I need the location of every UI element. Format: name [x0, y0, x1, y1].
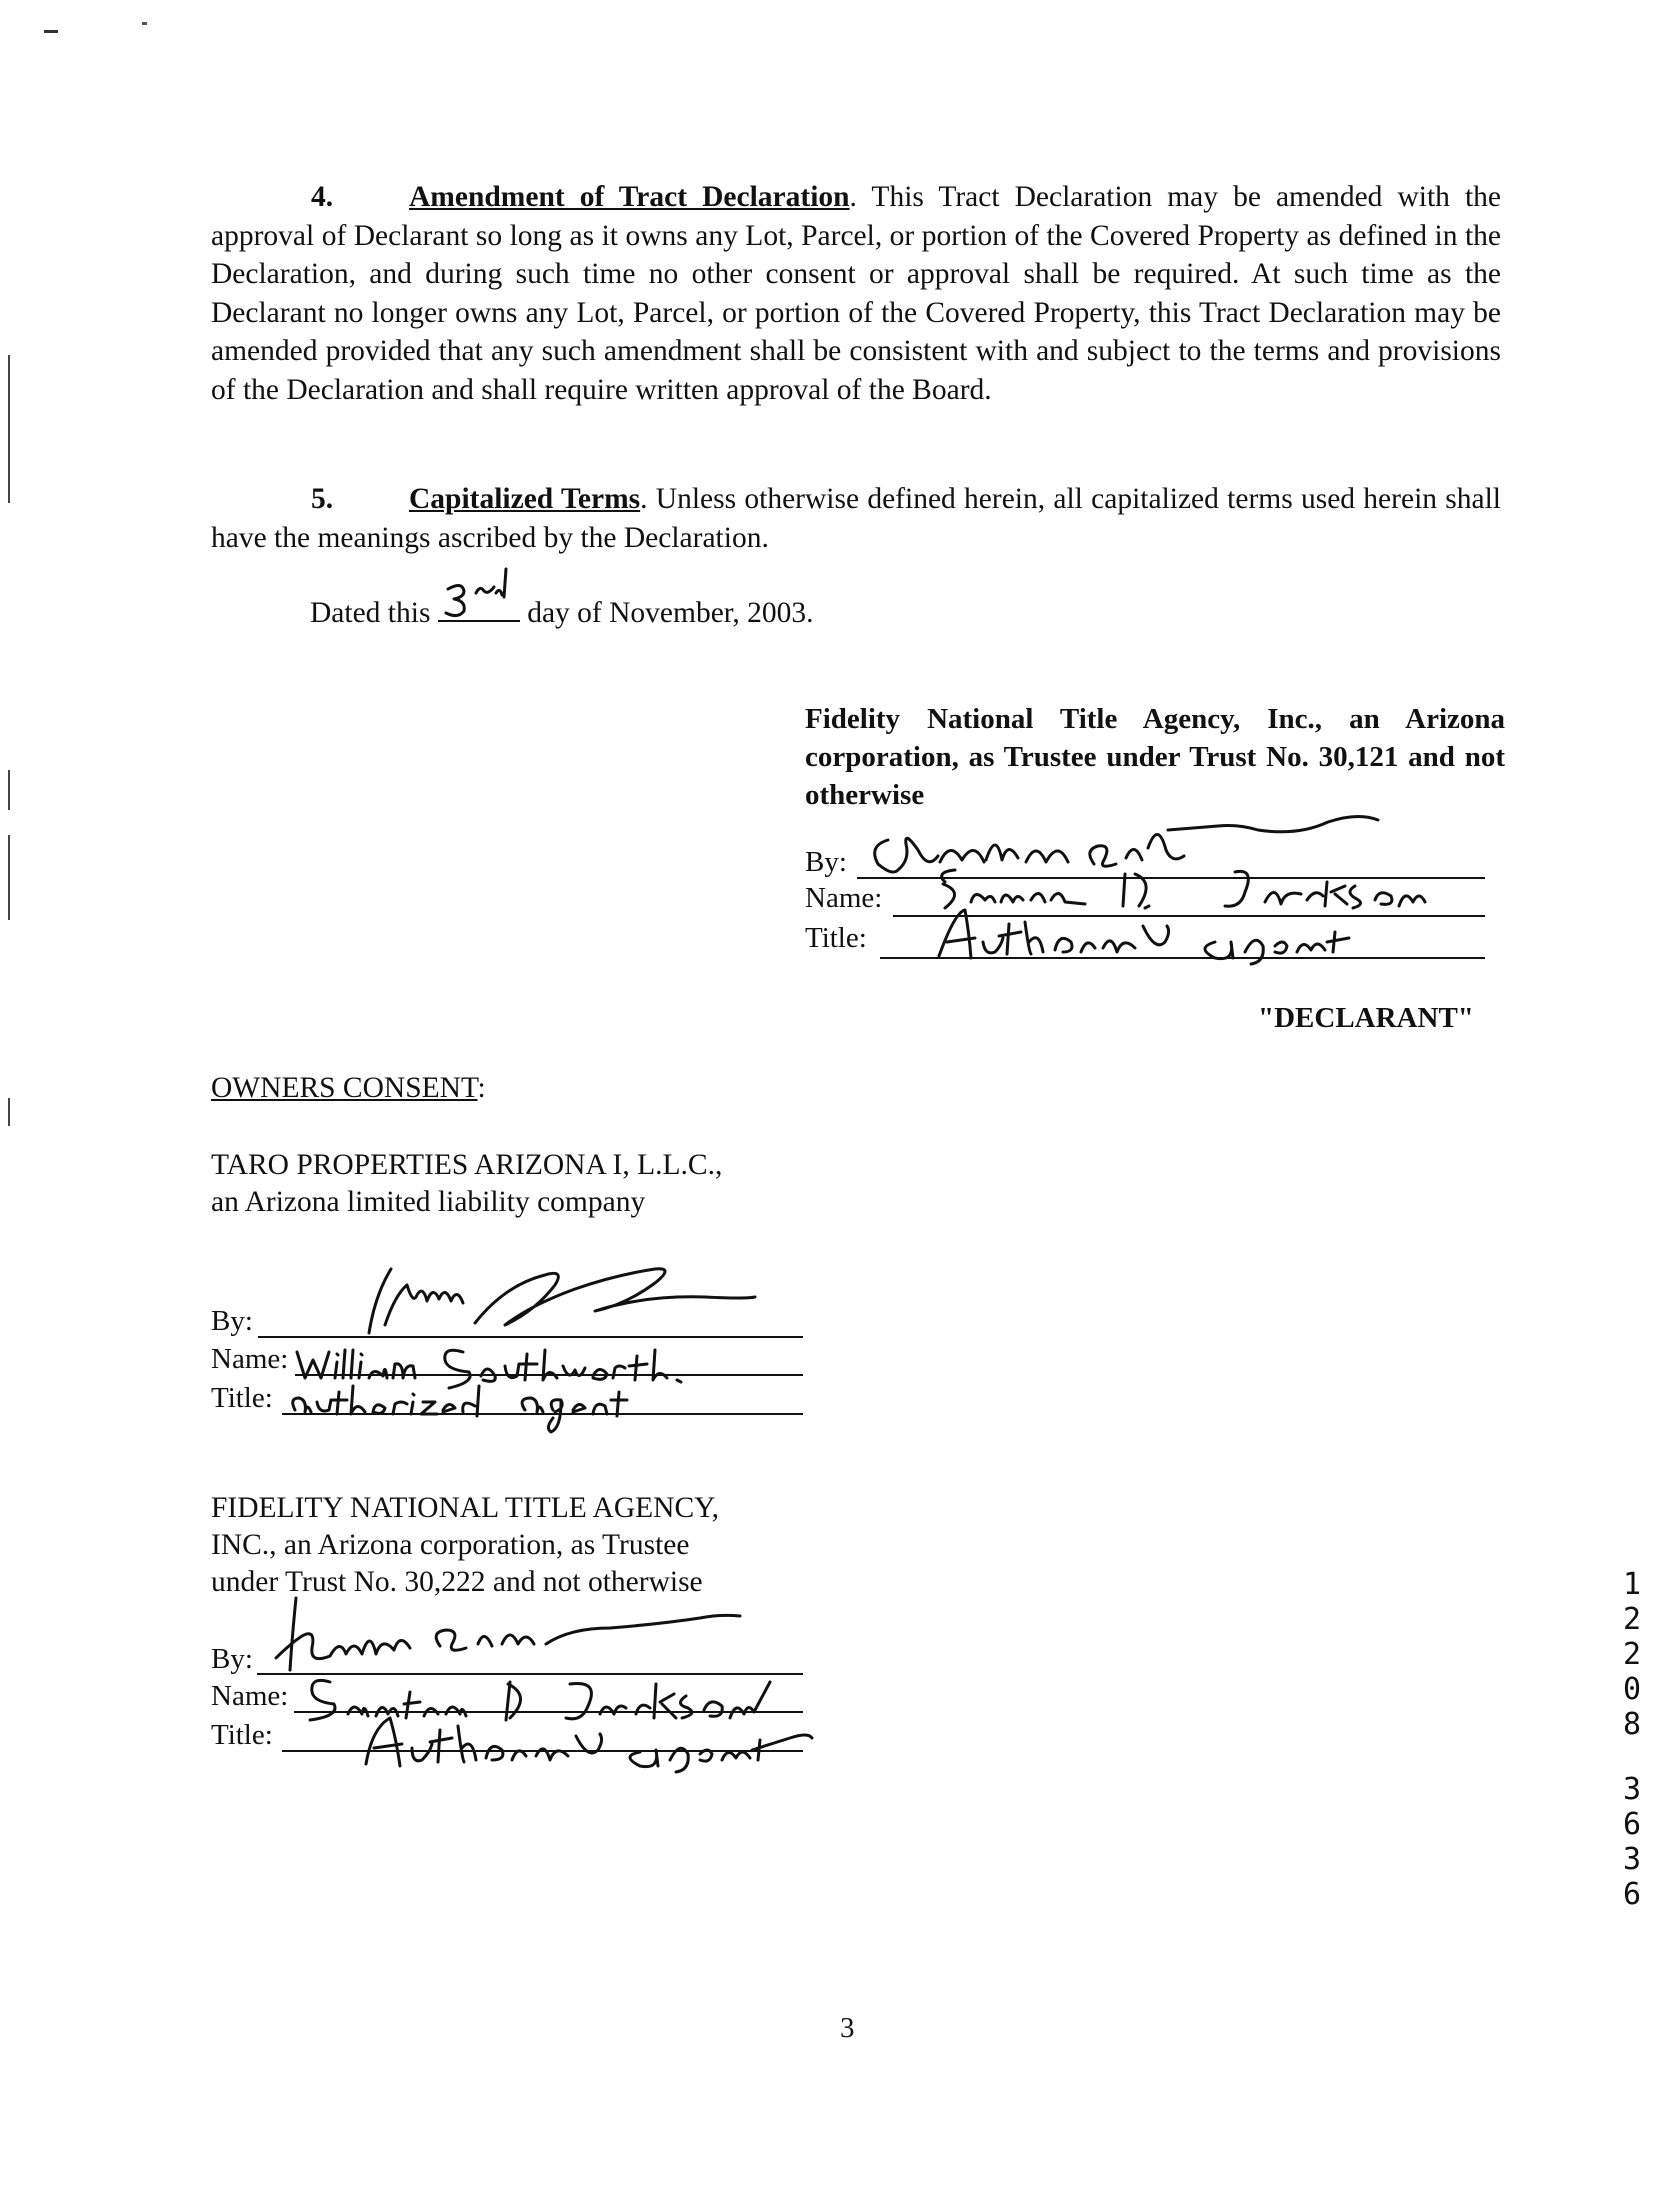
dated-line	[310, 592, 814, 630]
margin-mark	[8, 835, 10, 920]
fidelity2-title-handwriting	[350, 1708, 820, 1778]
fidelity2-name-label: Name:	[211, 1680, 289, 1712]
fidelity2-line-3: under Trust No. 30,222 and not otherwise	[211, 1566, 703, 1598]
fidelity2-signature	[270, 1588, 770, 1678]
taro-signature	[355, 1255, 775, 1345]
declarant-by-label: By:	[805, 846, 847, 878]
margin-mark	[8, 1098, 10, 1126]
declarant-name-label: Name:	[805, 882, 883, 914]
recording-stamp-digits	[1617, 1567, 1647, 1912]
handwritten-day	[440, 565, 530, 625]
owners-consent-colon: :	[477, 1072, 486, 1104]
taro-name-label: Name:	[211, 1343, 289, 1375]
owners-consent-text: OWNERS CONSENT	[211, 1072, 478, 1104]
section-4-heading: Amendment of Tract Declaration	[409, 181, 850, 213]
section-4-body: . This Tract Declaration may be amended with the approval of Declarant so long as it owns any Lot, Parcel, or portion of the Covered Property as defined in the Declaration, and during such time no other consent or approval shall be required. At such time as the Declarant no longer owns any Lot, Parcel, or portion of the Covered Property, this Tract Declaration may be amended provided that any such amendment shall be consistent with and subject to the terms and provisions of the Declaration and shall require written approval of the Board.	[211, 181, 1501, 406]
fidelity2-line-2: INC., an Arizona corporation, as Trustee	[211, 1529, 690, 1561]
dated-prefix: Dated this	[310, 597, 431, 629]
fidelity2-by-label: By:	[211, 1643, 253, 1675]
stamp-digit: 6	[1622, 1877, 1642, 1912]
owners-consent-heading	[211, 1072, 486, 1105]
section-5-paragraph	[211, 480, 1501, 557]
stamp-digit: 2	[1622, 1637, 1642, 1672]
taro-line-1: TARO PROPERTIES ARIZONA I, L.L.C.,	[211, 1149, 723, 1181]
margin-mark	[8, 770, 10, 810]
fidelity-block-2	[211, 1490, 805, 1601]
taro-line-2: an Arizona limited liability company	[211, 1186, 646, 1218]
section-5-heading: Capitalized Terms	[409, 483, 641, 515]
fidelity2-line-1: FIDELITY NATIONAL TITLE AGENCY,	[211, 1492, 719, 1524]
dated-suffix: day of November, 2003.	[527, 597, 814, 629]
taro-title-label: Title:	[211, 1382, 273, 1414]
taro-title-handwriting	[285, 1378, 665, 1438]
stamp-digit: 2	[1622, 1602, 1642, 1637]
scan-speck	[44, 30, 58, 33]
section-5-body: . Unless otherwise defined herein, all capitalized terms used herein shall have the meanings ascribed by the Declaration.	[211, 483, 1501, 554]
page-number: 3	[840, 2012, 855, 2044]
stamp-digit: 1	[1622, 1567, 1642, 1602]
stamp-digit: 3	[1622, 1772, 1642, 1807]
stamp-digit: 8	[1622, 1707, 1642, 1742]
margin-mark	[8, 355, 10, 503]
taro-by-label: By:	[211, 1305, 253, 1337]
declarant-label: "DECLARANT"	[1258, 1002, 1474, 1034]
fidelity2-title-label: Title:	[211, 1719, 273, 1751]
declarant-title-label: Title:	[805, 922, 867, 954]
stamp-digit: 3	[1622, 1842, 1642, 1877]
stamp-digit: 6	[1622, 1807, 1642, 1842]
stamp-digit: 0	[1622, 1672, 1642, 1707]
section-4-number: 4.	[311, 181, 334, 213]
section-4-paragraph	[211, 178, 1501, 409]
taro-block	[211, 1147, 722, 1221]
scan-speck	[142, 22, 147, 25]
trustee-block-text: Fidelity National Title Agency, Inc., an Arizona corporation, as Trustee under Trust No. 30,121 and not otherwise	[805, 703, 1505, 811]
section-5-number: 5.	[311, 483, 334, 515]
declarant-title-handwriting	[925, 902, 1425, 972]
